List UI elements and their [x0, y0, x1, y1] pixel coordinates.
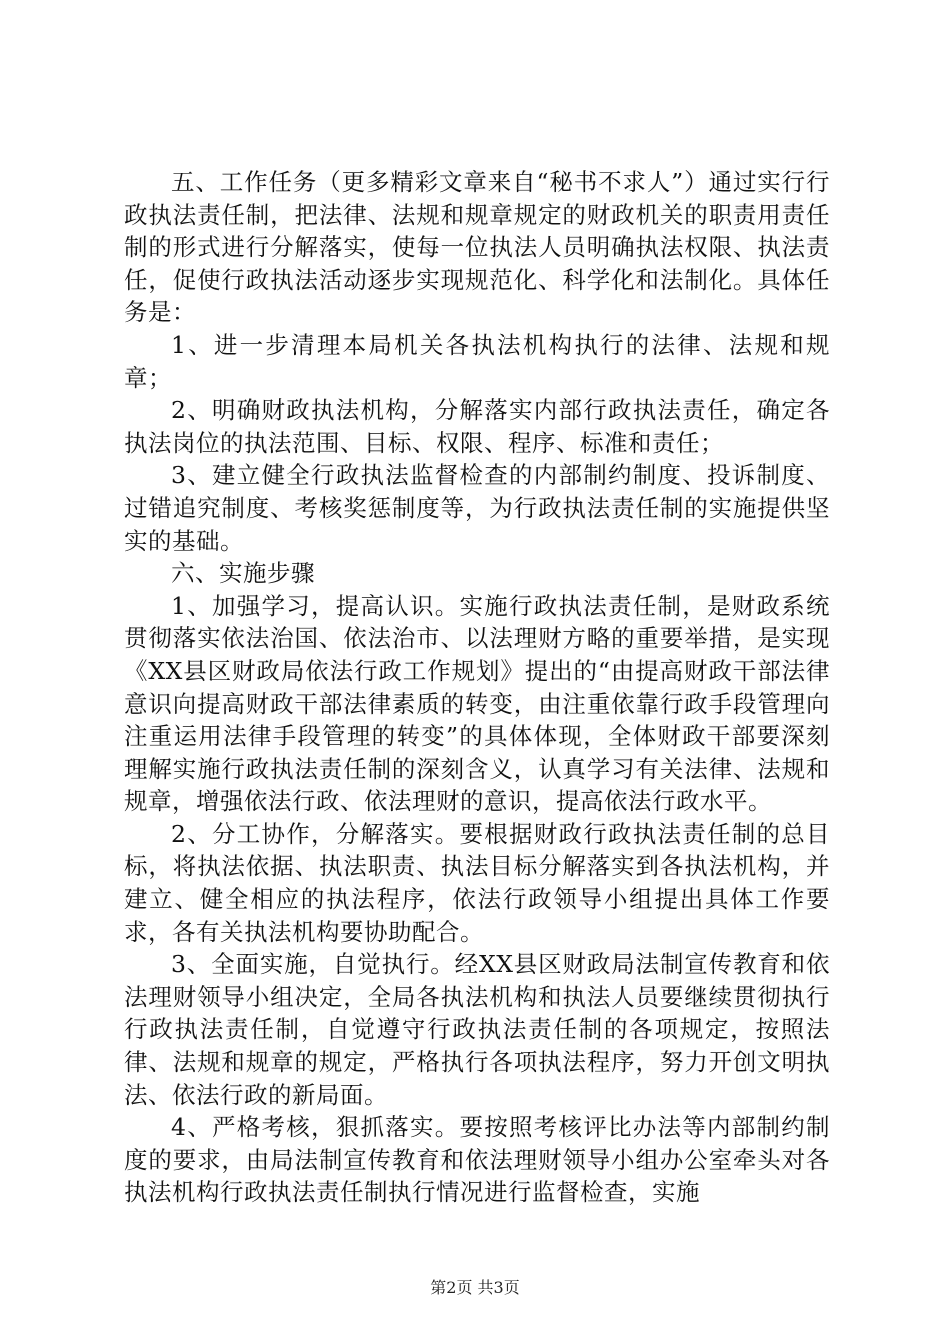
paragraph-task-3: 3、建立健全行政执法监督检查的内部制约制度、投诉制度、过错追究制度、考核奖惩制度等，为行政执法责任制的实施提供坚实的基础。 — [124, 461, 830, 555]
page-footer: 第2页 共3页 — [430, 1278, 520, 1297]
paragraph-step-3: 3、全面实施，自觉执行。经XX县区财政局法制宣传教育和依法理财领导小组决定，全局各执法机构和执法人员要继续贯彻执行行政执法责任制，自觉遵守行政执法责任制的各项规定，按照法律、法规和规章的规定，严格执行各项执法程序，努力开创文明执法、依法行政的新局面。 — [124, 950, 830, 1109]
paragraph-step-2: 2、分工协作，分解落实。要根据财政行政执法责任制的总目标，将执法依据、执法职责、执法目标分解落实到各执法机构，并建立、健全相应的执法程序，依法行政领导小组提出具体工作要求，各有关执法机构要协助配合。 — [124, 819, 830, 946]
paragraph-work-tasks: 五、工作任务（更多精彩文章来自“秘书不求人”）通过实行行政执法责任制，把法律、法规和规章规定的财政机关的职责用责任制的形式进行分解落实，使每一位执法人员明确执法权限、执法责任，促使行政执法活动逐步实现规范化、科学化和法制化。具体任务是： — [124, 168, 830, 327]
paragraph-task-2: 2、明确财政执法机构，分解落实内部行政执法责任，确定各执法岗位的执法范围、目标、权限、程序、标准和责任； — [124, 396, 830, 457]
paragraph-task-1: 1、进一步清理本局机关各执法机构执行的法律、法规和规章； — [124, 330, 830, 392]
paragraph-step-1: 1、加强学习，提高认识。实施行政执法责任制，是财政系统贯彻落实依法治国、依法治市、以法理财方略的重要举措，是实现《XX县区财政局依法行政工作规划》提出的“由提高财政干部法律意识向提高财政干部法律素质的转变，由注重依靠行政手段管理向注重运用法律手段管理的转变”的具体体现，全体财政干部要深刻理解实施行政执法责任制的深刻含义，认真学习有关法律、法规和规章，增强依法行政、依法理财的意识，提高依法行政水平。 — [124, 591, 830, 816]
paragraph-step-4: 4、严格考核，狠抓落实。要按照考核评比办法等内部制约制度的要求，由局法制宣传教育和依法理财领导小组办公室牵头对各执法机构行政执法责任制执行情况进行监督检查，实施 — [124, 1113, 830, 1207]
document-body — [124, 166, 830, 1209]
section-heading-steps: 六、实施步骤 — [171, 559, 315, 588]
